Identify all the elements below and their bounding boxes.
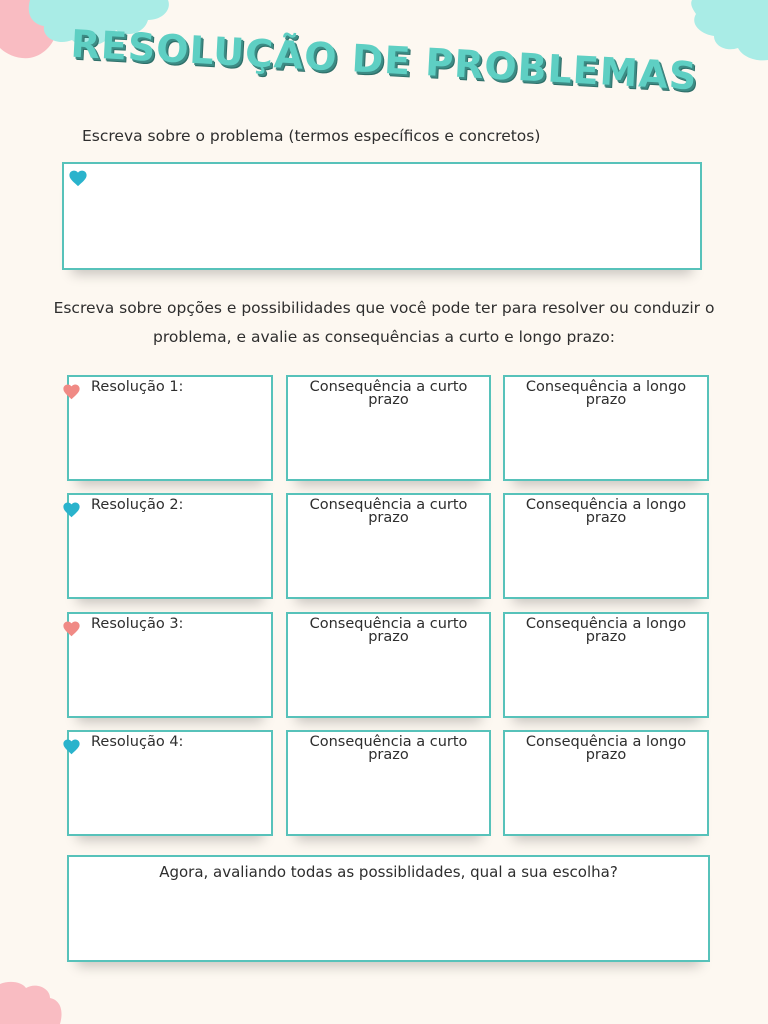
choice-box[interactable] bbox=[67, 855, 710, 962]
options-prompt-line2: problema, e avalie as consequências a curto e longo prazo: bbox=[153, 328, 615, 346]
long-term-3-box[interactable] bbox=[503, 612, 709, 718]
heart-icon bbox=[62, 501, 81, 518]
resolution-label: Resolução 1: bbox=[91, 379, 184, 395]
short-term-4-box[interactable] bbox=[286, 730, 491, 836]
short-term-2-box[interactable] bbox=[286, 493, 491, 599]
resolution-3-box[interactable] bbox=[67, 612, 273, 718]
page-title: RESOLUÇÃO DE PROBLEMAS bbox=[69, 21, 699, 99]
long-term-label: Consequência a longo prazo bbox=[525, 616, 687, 645]
resolution-4-box[interactable] bbox=[67, 730, 273, 836]
short-term-3-box[interactable] bbox=[286, 612, 491, 718]
heart-icon bbox=[62, 383, 81, 400]
short-term-label: Consequência a curto prazo bbox=[309, 497, 468, 526]
long-term-label: Consequência a longo prazo bbox=[525, 379, 687, 408]
heart-icon bbox=[68, 169, 88, 187]
short-term-1-box[interactable] bbox=[286, 375, 491, 481]
problem-prompt: Escreva sobre o problema (termos específicos e concretos) bbox=[82, 127, 541, 145]
options-prompt-line1: Escreva sobre opções e possibilidades que você pode ter para resolver ou conduzir o bbox=[53, 299, 715, 317]
pink-cloud-bottom-left bbox=[0, 976, 64, 1024]
heart-icon bbox=[62, 738, 81, 755]
resolution-label: Resolução 3: bbox=[91, 616, 184, 632]
resolution-1-box[interactable] bbox=[67, 375, 273, 481]
choice-prompt: Agora, avaliando todas as possiblidades, qual a sua escolha? bbox=[159, 863, 618, 881]
short-term-label: Consequência a curto prazo bbox=[309, 379, 468, 408]
resolution-label: Resolução 4: bbox=[91, 734, 184, 750]
long-term-label: Consequência a longo prazo bbox=[525, 497, 687, 526]
resolution-label: Resolução 2: bbox=[91, 497, 184, 513]
short-term-label: Consequência a curto prazo bbox=[309, 616, 468, 645]
resolution-2-box[interactable] bbox=[67, 493, 273, 599]
long-term-2-box[interactable] bbox=[503, 493, 709, 599]
short-term-label: Consequência a curto prazo bbox=[309, 734, 468, 763]
long-term-1-box[interactable] bbox=[503, 375, 709, 481]
mint-cloud-top-right bbox=[690, 0, 768, 62]
long-term-label: Consequência a longo prazo bbox=[525, 734, 687, 763]
long-term-4-box[interactable] bbox=[503, 730, 709, 836]
heart-icon bbox=[62, 620, 81, 637]
problem-box[interactable] bbox=[62, 162, 702, 270]
